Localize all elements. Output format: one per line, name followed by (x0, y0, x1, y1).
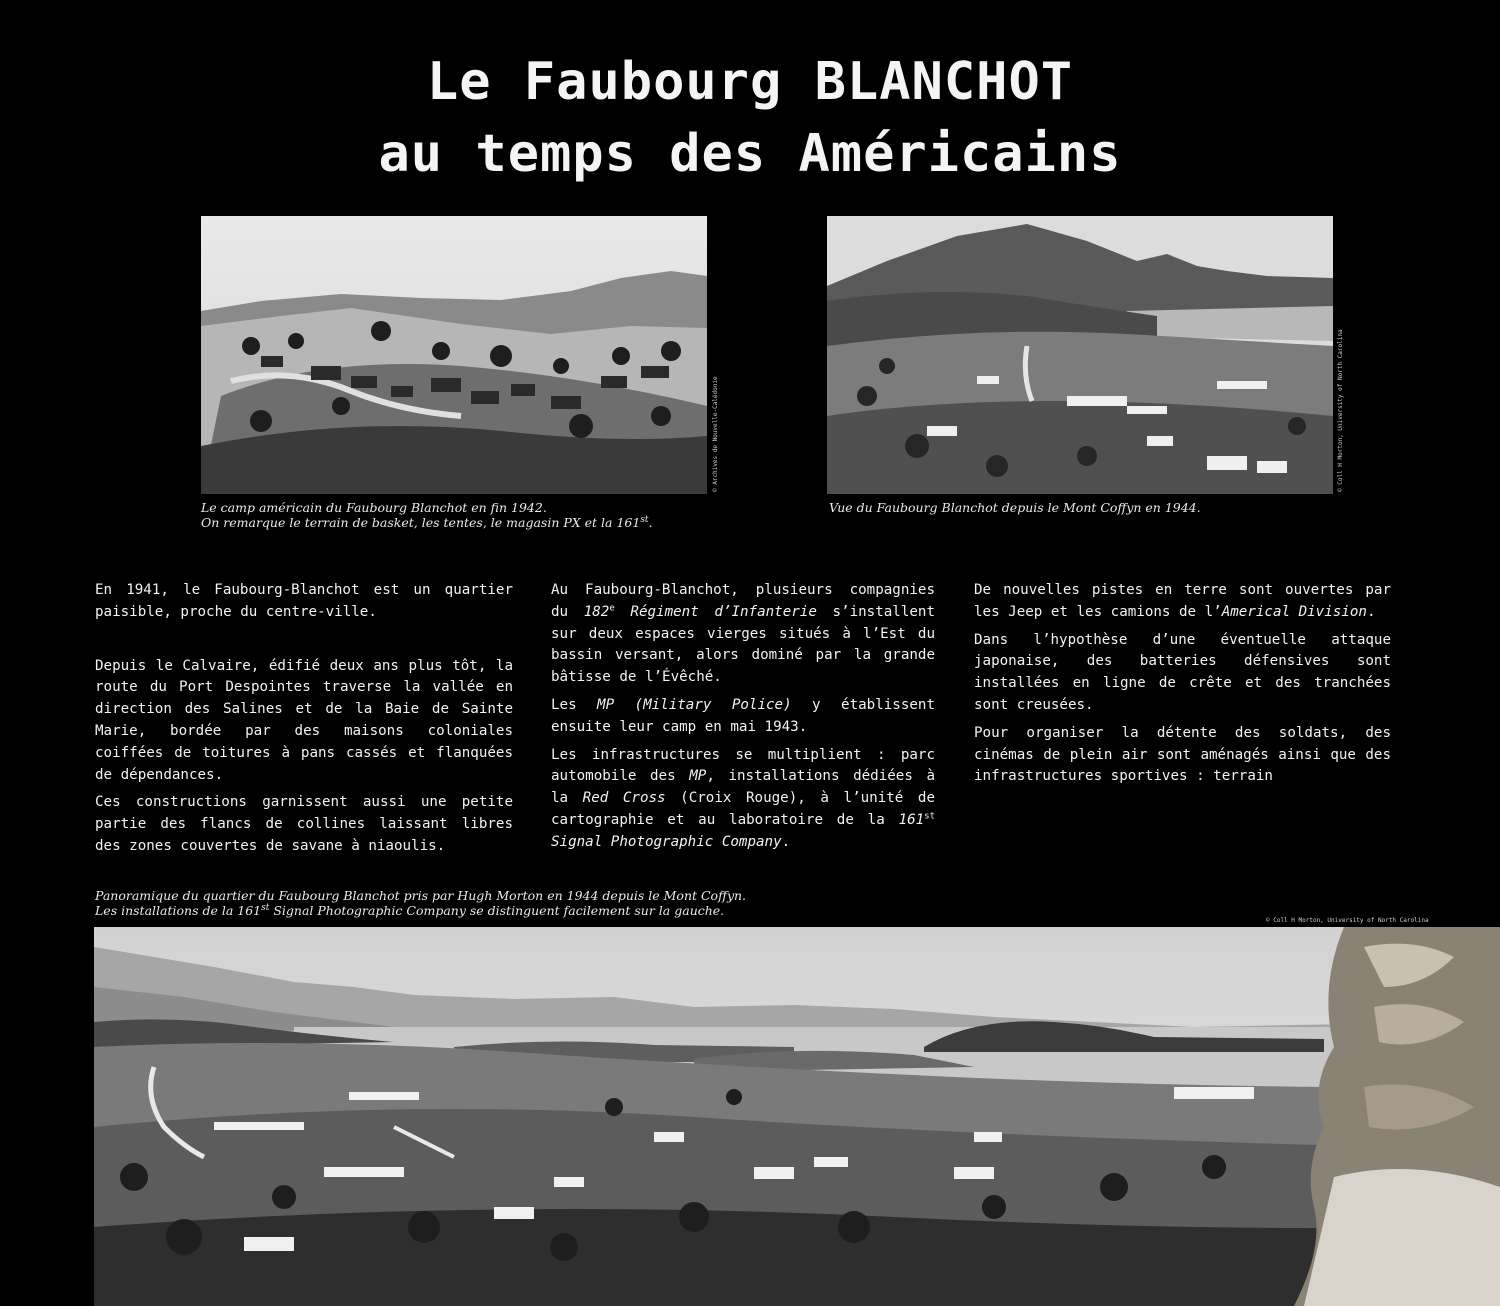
photo1-caption-line2: On remarque le terrain de basket, les tentes, le magasin PX et la 161st. (201, 514, 653, 530)
text-column-2 (551, 580, 935, 860)
col1-paragraph-3: Ces constructions garnissent aussi une petite partie des flancs de collines laissant libres des zones couvertes de savane à niaoulis. (95, 794, 513, 854)
text-column-3 (974, 580, 1391, 794)
col2-paragraph-2: Les MP (Military Police) y établissent ensuite leur camp en mai 1943. (551, 696, 935, 735)
panorama-caption-line1: Panoramique du quartier du Faubourg Blanchot pris par Hugh Morton en 1944 depuis le Mont Coffyn. (95, 888, 747, 903)
photo1-caption (201, 500, 653, 530)
photo1-caption-line1: Le camp américain du Faubourg Blanchot en fin 1942. (201, 500, 547, 515)
text-column-1 (95, 580, 513, 864)
photo1-credit: © Archives de Nouvelle-Calédonie (712, 376, 719, 492)
col1-paragraph-1: En 1941, le Faubourg-Blanchot est un quartier paisible, proche du centre-ville. (95, 582, 513, 620)
photo2-caption: Vue du Faubourg Blanchot depuis le Mont Coffyn en 1944. (829, 500, 1201, 515)
photo-panorama (94, 927, 1500, 1306)
col1-paragraph-2: Depuis le Calvaire, édifié deux ans plus tôt, la route du Port Despointes traverse la vallée en direction des Salines et de la Baie de Sainte Marie, bordée par des maisons coloniales coiffées de toitures à pans cassés et flanquées de dépendances. (95, 657, 513, 783)
photo-american-camp (201, 216, 707, 494)
col3-paragraph-1: De nouvelles pistes en terre sont ouvertes par les Jeep et les camions de l’Americal Division. (974, 582, 1391, 620)
page-title-line2: au temps des Américains (378, 124, 1122, 184)
panorama-caption (95, 888, 746, 918)
panorama-caption-line2: Les installations de la 161st Signal Photographic Company se distinguent facilement sur la gauche. (95, 902, 725, 918)
panorama-credit: © Coll H Morton, University of North Carolina (1266, 917, 1429, 924)
col2-paragraph-3: Les infrastructures se multiplient : parc automobile des MP, installations dédiées à la Red Cross (Croix Rouge), à l’unité de cartographie et au laboratoire de la 161st Signal Photographic Company. (551, 746, 935, 850)
col3-paragraph-2: Dans l’hypothèse d’une éventuelle attaque japonaise, des batteries défensives sont installées en ligne de crête et des tranchées sont creusées. (974, 631, 1391, 713)
col3-paragraph-3: Pour organiser la détente des soldats, des cinémas de plein air sont aménagés ainsi que des infrastructures sportives : terrain (974, 724, 1391, 785)
photo-view-mont-coffyn (827, 216, 1333, 494)
page-title-line1: Le Faubourg BLANCHOT (426, 52, 1074, 112)
col2-paragraph-1: Au Faubourg-Blanchot, plusieurs compagnies du 182e Régiment d’Infanterie s’installent sur deux espaces vierges situés à l’Est du bassin versant, alors dominé par la grande bâtisse de l’Évêché. (551, 582, 936, 686)
photo2-credit: © Coll H Morton, University of North Carolina (1337, 329, 1344, 492)
